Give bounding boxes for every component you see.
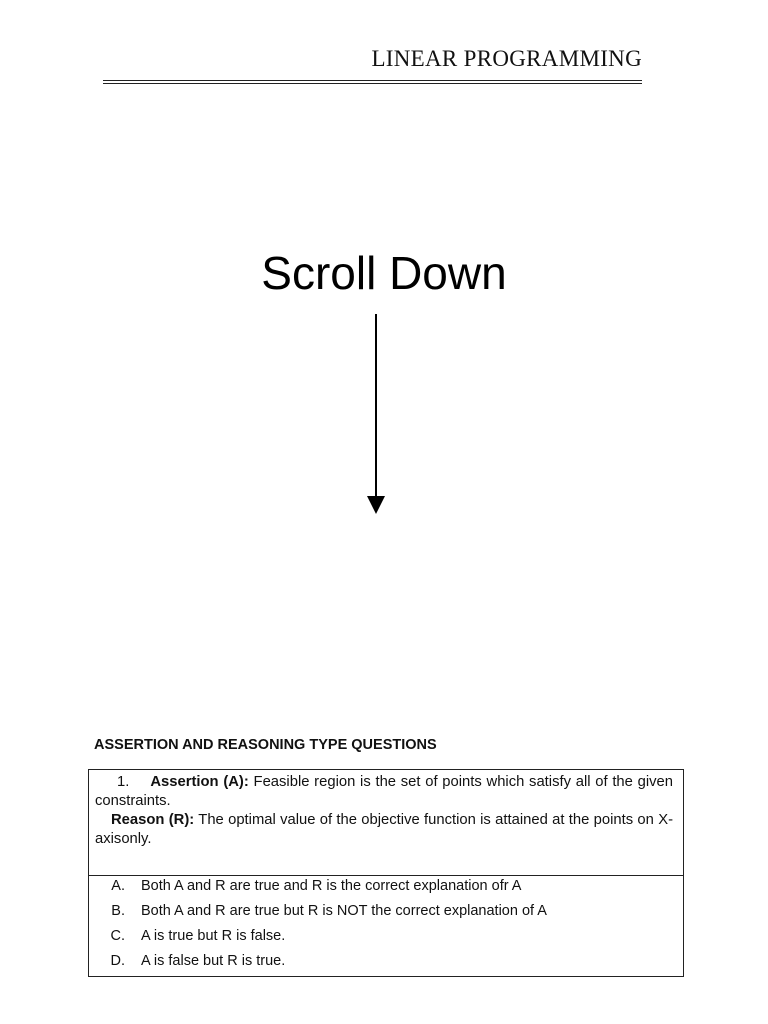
option-d [89,951,683,971]
option-letter: D. [110,953,125,969]
page-header-title: LINEAR PROGRAMMING [371,46,642,71]
assertion-label: Assertion (A): [150,774,249,790]
reason-label: Reason (R): [111,812,195,828]
reason-text: The optimal value of the objective function is attained at the points on X-axisonly. [95,812,673,847]
options-list [89,876,683,976]
option-a [89,876,683,896]
option-letter: C. [110,928,125,944]
option-text: Both A and R are true and R is the correct explanation ofr A [141,878,522,894]
question-box [88,769,684,977]
question-number: 1. [117,774,130,790]
option-b [89,901,683,921]
option-letter: B. [111,903,125,919]
assertion-line [95,773,673,811]
option-text: Both A and R are true but R is NOT the correct explanation of A [141,903,547,919]
scroll-down-prompt: Scroll Down [261,247,507,299]
down-arrow-icon [366,314,386,516]
option-c [89,926,683,946]
assertion-text: Feasible region is the set of points which satisfy all of the given constraints. [95,774,673,809]
reason-line [95,811,673,849]
option-text: A is true but R is false. [141,928,286,944]
section-heading: ASSERTION AND REASONING TYPE QUESTIONS [94,737,437,753]
option-letter: A. [111,878,125,894]
header-divider [103,80,642,84]
question-statement [89,770,683,876]
option-text: A is false but R is true. [141,953,286,969]
